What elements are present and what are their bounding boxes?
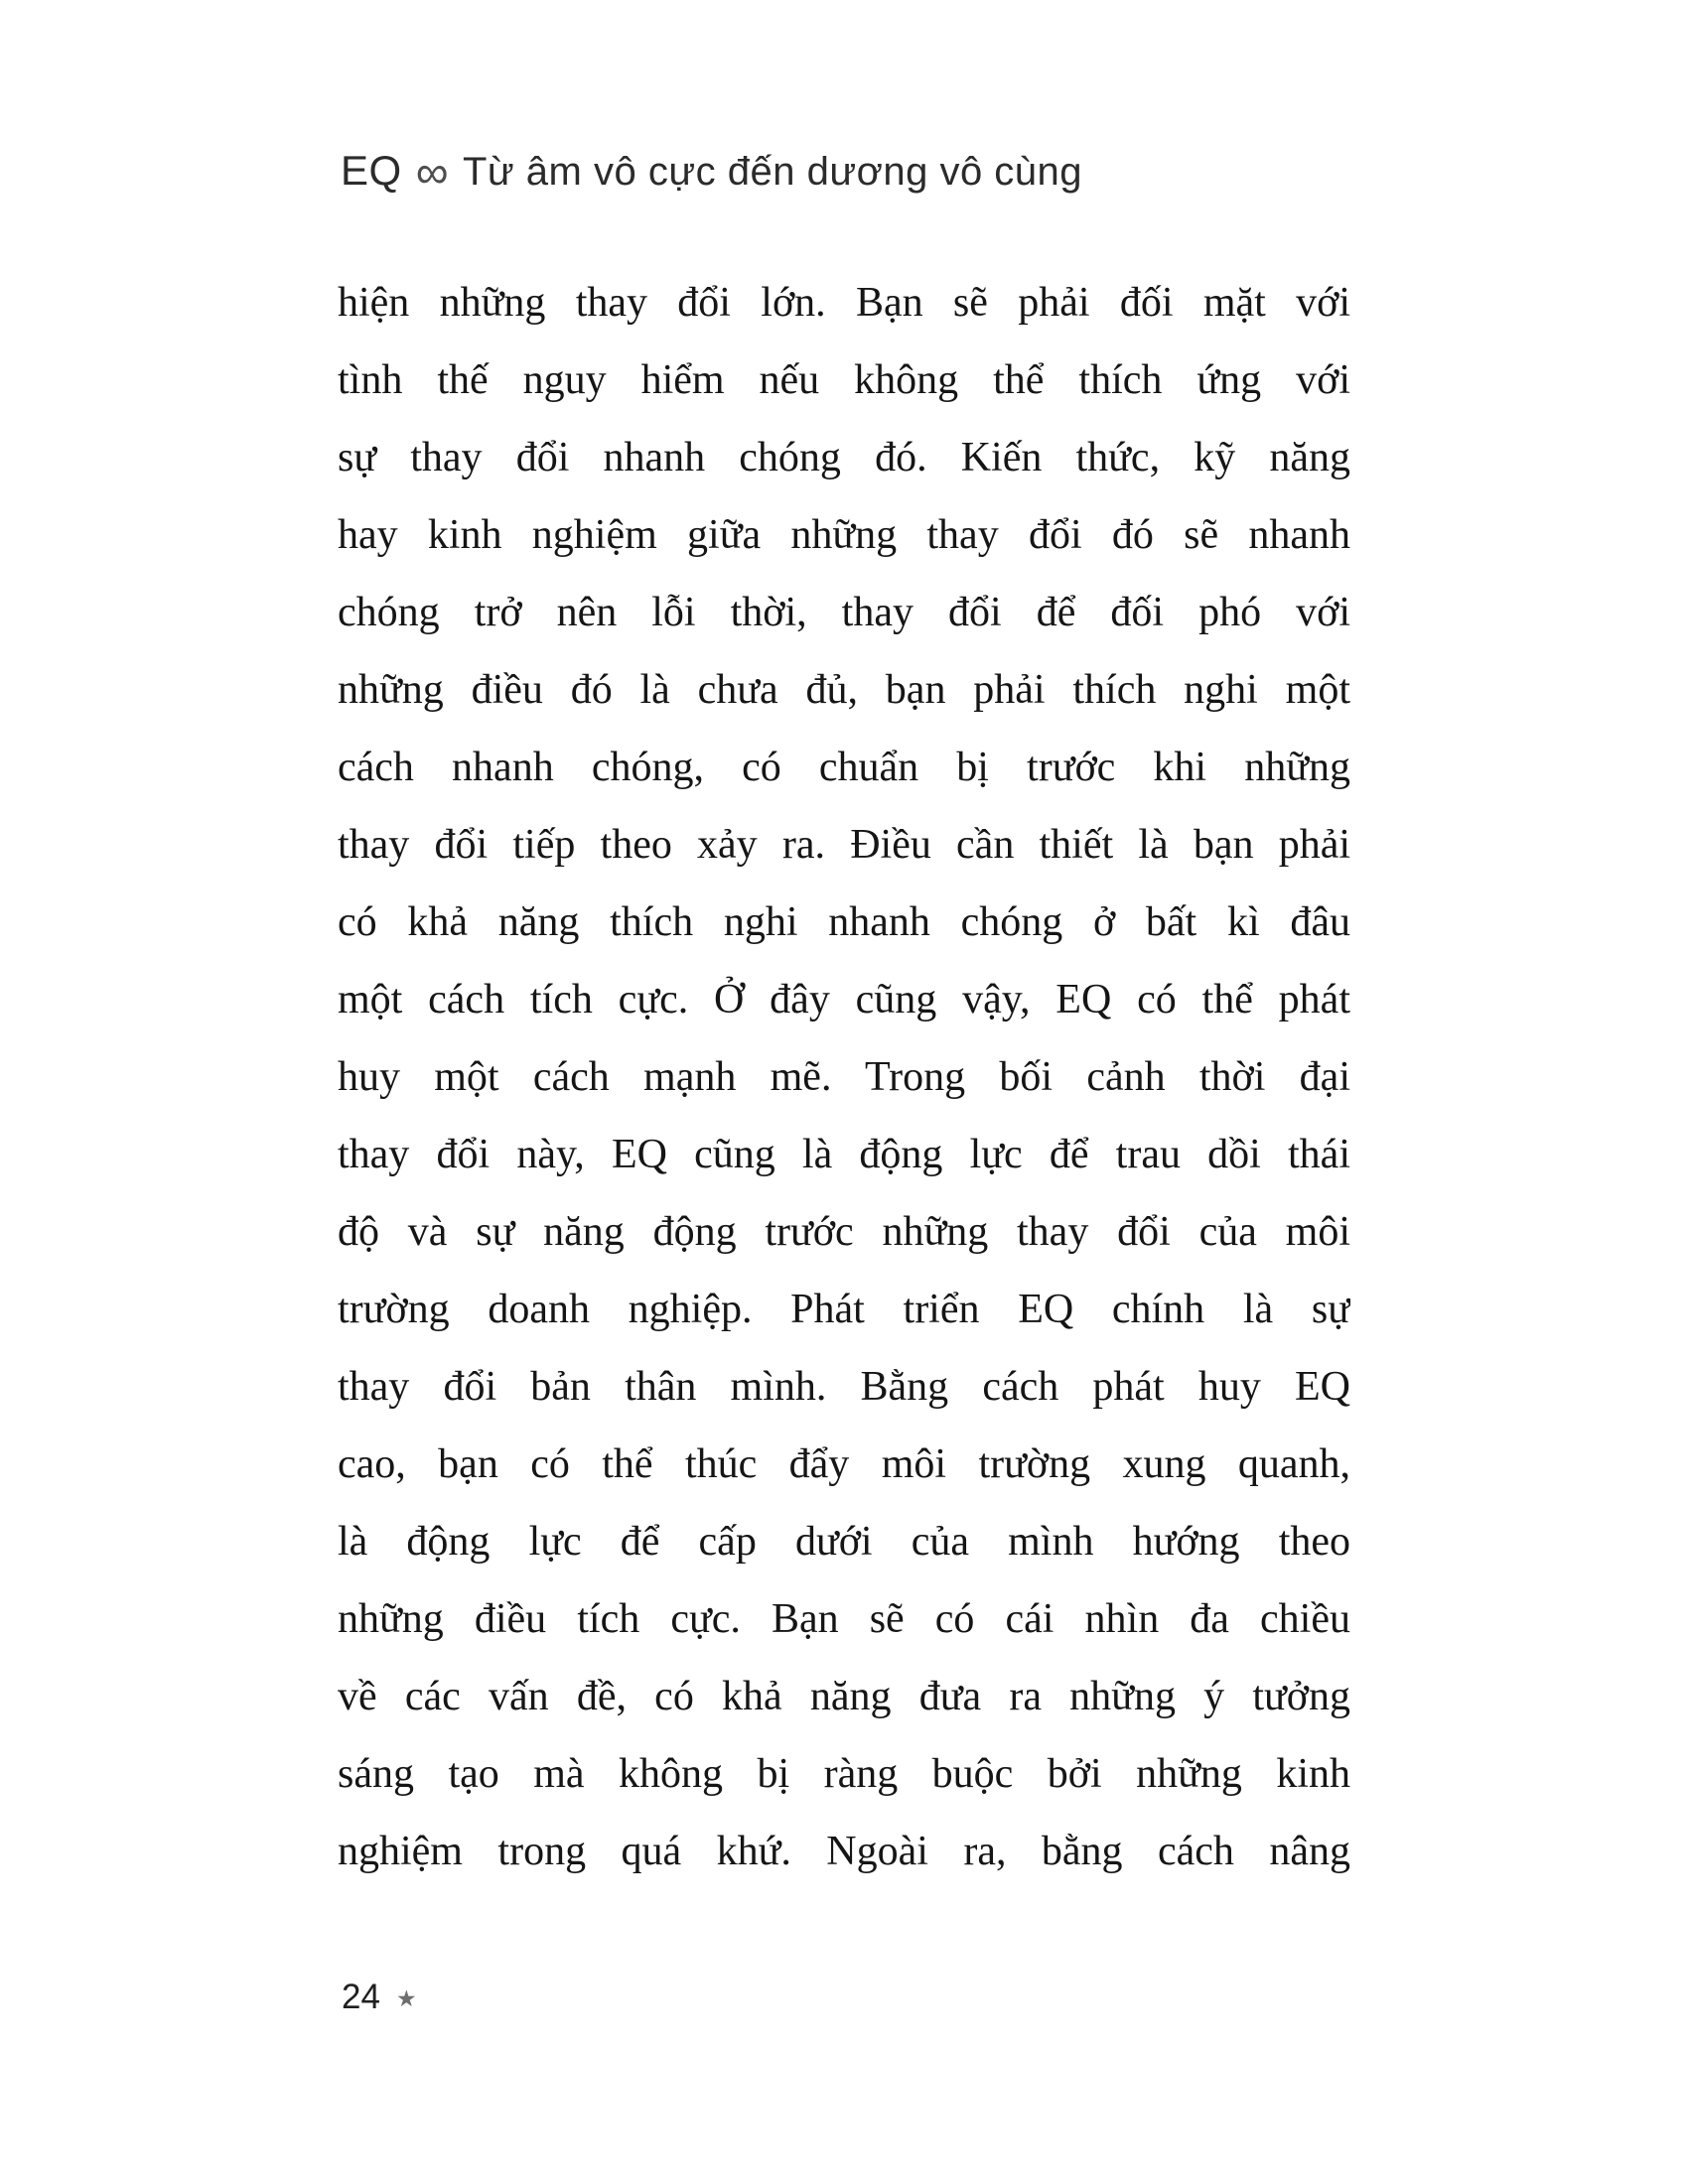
body-line: độ và sự năng động trước những thay đổi của môi [338,1209,1350,1255]
body-line: hay kinh nghiệm giữa những thay đổi đó sẽ nhanh [338,512,1350,558]
body-line: là động lực để cấp dưới của mình hướng theo [338,1519,1350,1565]
running-header: EQ ∞ Từ âm vô cực đến dương vô cùng [341,146,1083,198]
body-line: sáng tạo mà không bị ràng buộc bởi những kinh [338,1751,1350,1797]
body-line: hiện những thay đổi lớn. Bạn sẽ phải đối mặt với [338,280,1350,326]
body-line: những điều tích cực. Bạn sẽ có cái nhìn đa chiều [338,1596,1350,1642]
body-line: về các vấn đề, có khả năng đưa ra những ý tưởng [338,1674,1350,1719]
body-line: cao, bạn có thể thúc đẩy môi trường xung quanh, [338,1441,1350,1487]
body-line: trường doanh nghiệp. Phát triển EQ chính là sự [338,1287,1350,1332]
body-line: cách nhanh chóng, có chuẩn bị trước khi những [338,745,1350,790]
body-line: thay đổi bản thân mình. Bằng cách phát huy EQ [338,1364,1350,1410]
running-title: Từ âm vô cực đến dương vô cùng [462,150,1083,194]
body-line: một cách tích cực. Ở đây cũng vậy, EQ có thể phát [338,977,1350,1023]
body-text [338,264,1350,1890]
body-line: những điều đó là chưa đủ, bạn phải thích nghi một [338,667,1350,713]
page-number: 24 [342,1978,380,2016]
star-icon: ★ [395,1984,417,2011]
body-line: chóng trở nên lỗi thời, thay đổi để đối phó với [338,590,1350,635]
page-footer [342,1978,417,2017]
body-line: thay đổi này, EQ cũng là động lực để trau dồi thái [338,1132,1350,1177]
body-line: huy một cách mạnh mẽ. Trong bối cảnh thời đại [338,1054,1350,1100]
body-line: sự thay đổi nhanh chóng đó. Kiến thức, kỹ năng [338,435,1350,480]
body-line: thay đổi tiếp theo xảy ra. Điều cần thiết là bạn phải [338,822,1350,868]
book-code: EQ [341,147,402,194]
body-line: tình thế nguy hiểm nếu không thể thích ứng với [338,357,1350,403]
body-line: có khả năng thích nghi nhanh chóng ở bất kì đâu [338,899,1350,945]
body-line: nghiệm trong quá khứ. Ngoài ra, bằng cách nâng [338,1829,1350,1874]
